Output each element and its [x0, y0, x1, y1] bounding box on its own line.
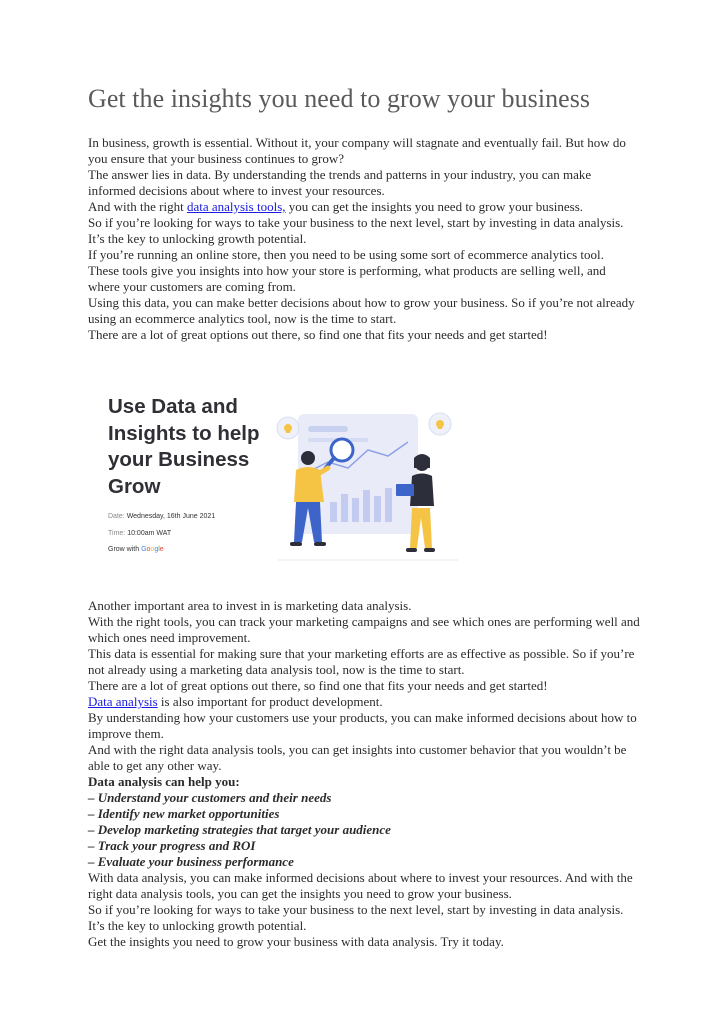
- data-analysts-illustration: [268, 398, 468, 574]
- paragraph: And with the right data analysis tools, you can get insights into customer behavior that you wouldn’t be able to get any other way.: [88, 742, 627, 773]
- paragraph: If you’re running an online store, then you need to be using some sort of ecommerce analytics tool.: [88, 247, 604, 262]
- data-analysis-link[interactable]: Data analysis: [88, 694, 158, 709]
- help-list-item: – Evaluate your business performance: [88, 854, 294, 869]
- paragraph: The answer lies in data. By understanding the trends and patterns in your industry, you can make informed decisions about where to invest your resources.: [88, 167, 592, 198]
- help-heading: Data analysis can help you:: [88, 774, 240, 789]
- paragraph: In business, growth is essential. Without it, your company will stagnate and eventually fail. But how do you ensure that your business continues to grow?: [88, 135, 626, 166]
- help-list-item: – Track your progress and ROI: [88, 838, 256, 853]
- paragraph: Using this data, you can make better decisions about how to grow your business. So if you’re not already using an ecommerce analytics tool, now is the time to start.: [88, 295, 635, 326]
- banner-date: Date: Wednesday, 16th June 2021: [108, 513, 216, 520]
- paragraph: So if you’re looking for ways to take your business to the next level, start by investing in data analysis. It’s the key to unlocking growth potential.: [88, 902, 624, 933]
- data-analysis-tools-link[interactable]: data analysis tools,: [186, 199, 286, 214]
- intro-section: [88, 135, 640, 343]
- paragraph: With data analysis, you can make informed decisions about where to invest your resources. And with the right data analysis tools, you can get the insights you need to grow your business.: [88, 870, 633, 901]
- page-title: Get the insights you need to grow your business: [88, 84, 591, 113]
- help-list-item: – Develop marketing strategies that target your audience: [88, 822, 391, 837]
- paragraph: So if you’re looking for ways to take your business to the next level, start by investing in data analysis. It’s the key to unlocking growth potential.: [88, 215, 624, 246]
- marketing-section: [88, 598, 640, 950]
- paragraph: Get the insights you need to grow your business with data analysis. Try it today.: [88, 934, 504, 949]
- paragraph: With the right tools, you can track your marketing campaigns and see which ones are performing well and which ones need improvement.: [88, 614, 640, 645]
- paragraph: Another important area to invest in is marketing data analysis.: [88, 598, 412, 613]
- paragraph: Data analysis is also important for product development.: [88, 694, 383, 709]
- banner-time: Time: 10:00am WAT: [108, 530, 172, 537]
- webinar-banner-image: [96, 376, 466, 574]
- paragraph: These tools give you insights into how your store is performing, what products are selling well, and where your customers are coming from.: [88, 263, 606, 294]
- paragraph: There are a lot of great options out there, so find one that fits your needs and get started!: [88, 327, 548, 342]
- paragraph: This data is essential for making sure that your marketing efforts are as effective as possible. So if you’re not already using a marketing data analysis tool, now is the time to start.: [88, 646, 635, 677]
- laptop-icon: [396, 484, 414, 496]
- paragraph: By understanding how your customers use your products, you can make informed decisions about how to improve them.: [88, 710, 637, 741]
- help-list-item: – Identify new market opportunities: [88, 806, 280, 821]
- paragraph: There are a lot of great options out there, so find one that fits your needs and get started!: [88, 678, 548, 693]
- paragraph: And with the right data analysis tools, you can get the insights you need to grow your business.: [88, 199, 584, 214]
- help-list-item: – Understand your customers and their needs: [88, 790, 332, 805]
- grow-with-google: Grow with Google: [108, 546, 164, 553]
- banner-title: Use Data and Insights to help your Business Grow: [108, 395, 260, 498]
